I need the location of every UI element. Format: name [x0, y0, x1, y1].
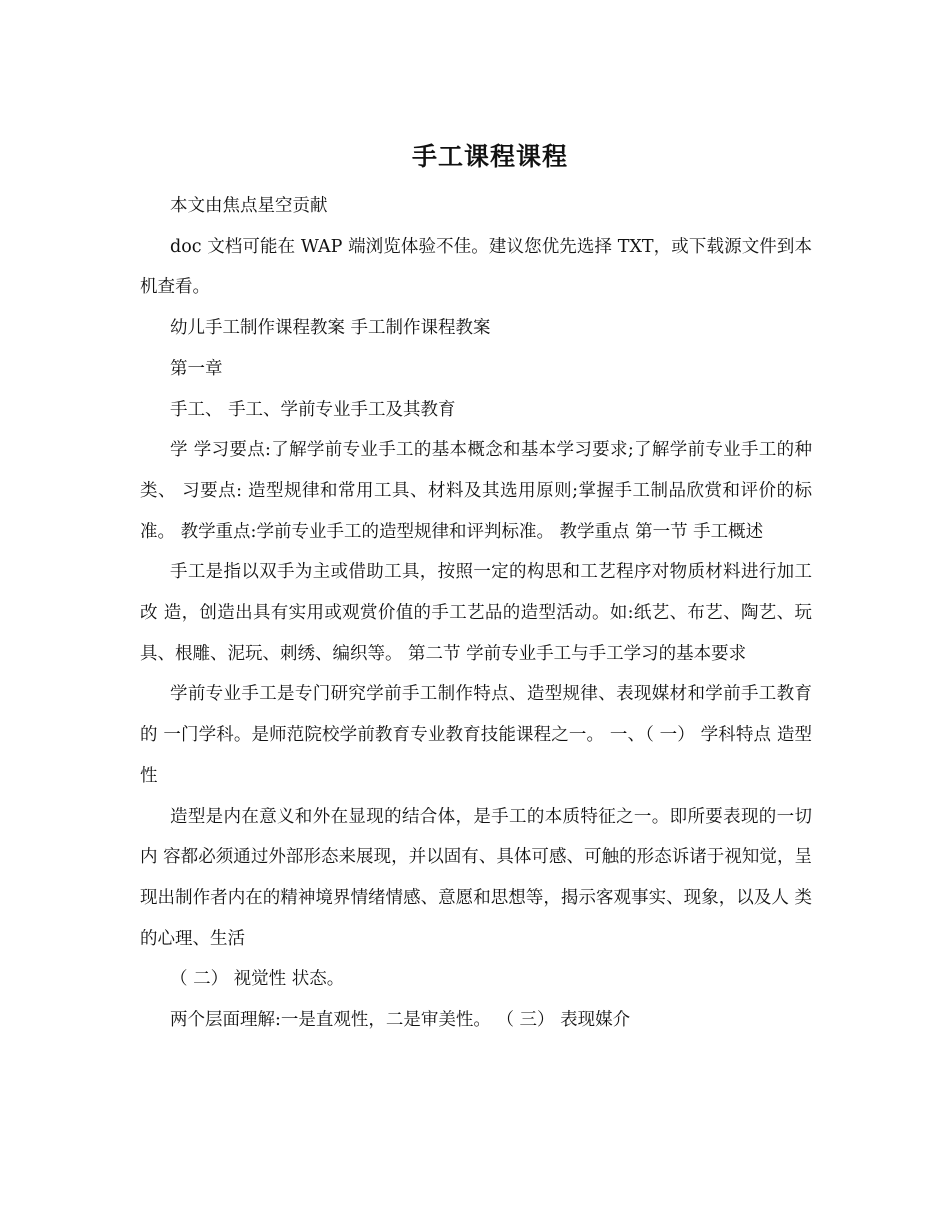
paragraph-modeling: 造型是内在意义和外在显现的结合体，是手工的本质特征之一。即所要表现的一切内 容都必须通过外部形态来展现，并以固有、具体可感、可触的形态诉诸于视知觉，呈 现出制作者内在的精神境界情绪情感、意愿和思想等，揭示客观事实、现象，以及人 类的心理、生活 — [140, 806, 812, 949]
paragraph-two-levels: 两个层面理解:一是直观性，二是审美性。 （ 三） 表现媒介 — [170, 1010, 631, 1031]
document-title: 手工课程课程 — [411, 142, 568, 171]
paragraph-visual-section: （ 二） 视觉性 状态。 — [170, 969, 345, 990]
paragraph-handcraft-definition: 手工是指以双手为主或借助工具，按照一定的构思和工艺程序对物质材料进行加工改 造，创造出具有实用或观赏价值的手工艺品的造型活动。如:纸艺、布艺、陶艺、玩 具、根雕、泥玩、刺绣、编织等。 第二节 学前专业手工与手工学习的基本要求 — [140, 562, 812, 664]
paragraph-contributor: 本文由焦点星空贡献 — [170, 196, 328, 216]
paragraph-lesson-plan: 幼儿手工制作课程教案 手工制作课程教案 — [170, 318, 491, 339]
paragraph-chapter-heading: 第一章 — [170, 358, 223, 379]
paragraph-format-notice: doc 文档可能在 WAP 端浏览体验不佳。建议您优先选择 TXT，或下载源文件到本机查看。 — [140, 236, 812, 298]
paragraph-learning-points: 学 学习要点:了解学前专业手工的基本概念和基本学习要求;了解学前专业手工的种类、 习要点: 造型规律和常用工具、材料及其选用原则;掌握手工制品欣赏和评价的标准。 教学重点:学前专业手工的造型规律和评判标准。 教学重点 第一节 手工概述 — [140, 440, 812, 542]
paragraph-preschool-handcraft: 学前专业手工是专门研究学前手工制作特点、造型规律、表现媒材和学前手工教育的 一门学科。是师范院校学前教育专业教育技能课程之一。 一、（ 一） 学科特点 造型性 — [140, 684, 812, 786]
paragraph-chapter-title: 手工、 手工、学前专业手工及其教育 — [170, 399, 456, 420]
document-body — [140, 186, 812, 1041]
